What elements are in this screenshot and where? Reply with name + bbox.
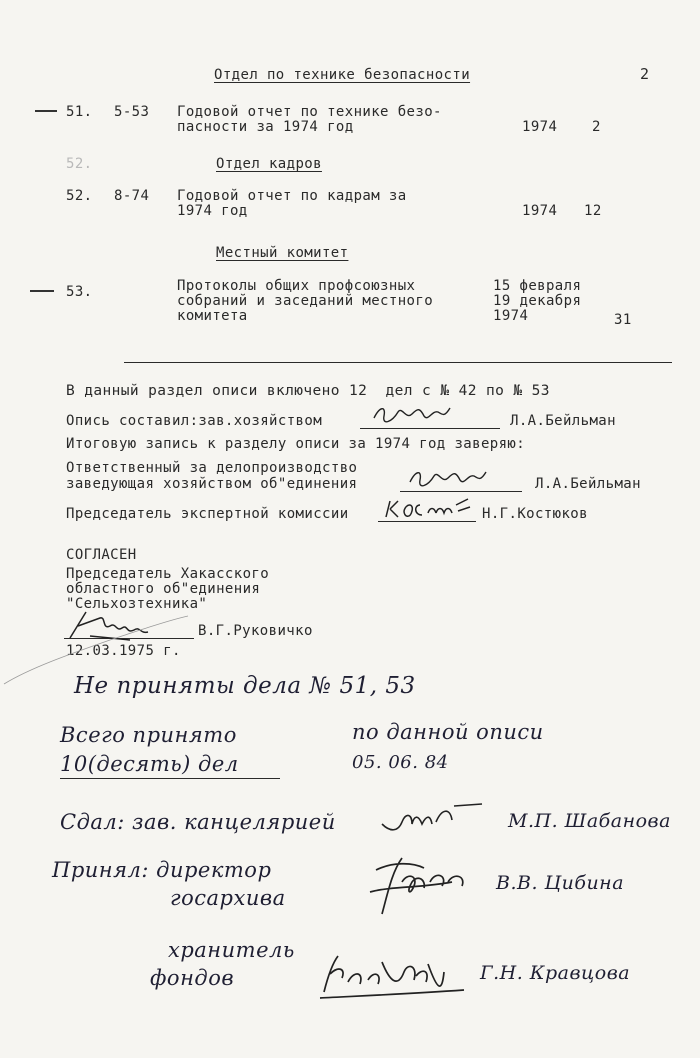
item-number: 52. xyxy=(66,188,93,204)
item-sheets: 31 xyxy=(614,312,632,328)
item-title: пасности за 1974 год xyxy=(177,119,354,135)
handwritten-keeper: хранитель xyxy=(168,938,295,962)
received-signature xyxy=(362,852,482,918)
item-year: 1974 xyxy=(522,119,558,135)
item-code: 5-53 xyxy=(114,104,150,120)
handed-signature xyxy=(378,802,488,838)
faint-number: 52. xyxy=(66,156,93,172)
item-code: 8-74 xyxy=(114,188,150,204)
item-sheets: 2 xyxy=(592,119,601,135)
item-title: 1974 год xyxy=(177,203,248,219)
section-heading-personnel: Отдел кадров xyxy=(216,156,322,172)
compiler-label: Опись составил:зав.хозяйством xyxy=(66,413,323,429)
handwritten-not-accepted: Не приняты дела № 51, 53 xyxy=(74,673,416,699)
approval-line: областного об"единения xyxy=(66,581,261,597)
handwritten-total: Всего принято xyxy=(60,723,237,747)
compiler-signature xyxy=(372,402,452,426)
received-name: В.В. Цибина xyxy=(496,872,625,894)
item-title: Годовой отчет по кадрам за xyxy=(177,188,407,204)
page-number: 2 xyxy=(640,65,650,83)
compiler-name: Л.А.Бейльман xyxy=(510,413,616,429)
handed-name: М.П. Шабанова xyxy=(508,810,671,832)
commission-label: Председатель экспертной комиссии xyxy=(66,506,349,522)
handwritten-underline xyxy=(60,778,280,779)
item-number: 51. xyxy=(66,104,93,120)
section-separator xyxy=(124,362,672,363)
item-title: комитета xyxy=(177,308,248,324)
handwritten-received: госархива xyxy=(170,886,286,910)
responsible-name: Л.А.Бейльман xyxy=(535,476,641,492)
section-heading-safety: Отдел по технике безопасности xyxy=(214,67,471,83)
approval-date: 12.03.1975 г. xyxy=(66,643,181,659)
approval-line: "Сельхозтехника" xyxy=(66,596,208,612)
summary-line: В данный раздел описи включено 12 дел с № 42 по № 53 xyxy=(66,383,550,399)
signature-line xyxy=(360,428,500,429)
handwritten-received: Принял: директор xyxy=(52,858,272,882)
handwritten-handed: Сдал: зав. канцелярией xyxy=(60,810,336,834)
item-date-end: 19 декабря xyxy=(493,293,582,309)
responsible-signature xyxy=(408,466,488,490)
section-heading-committee: Местный комитет xyxy=(216,245,349,261)
item-title: Протоколы общих профсоюзных xyxy=(177,278,416,294)
commission-signature xyxy=(384,497,480,523)
item-date-year: 1974 xyxy=(493,308,529,324)
handwritten-keeper: фондов xyxy=(150,966,235,990)
strike-dash xyxy=(35,110,57,112)
handwritten-date: 05. 06. 84 xyxy=(352,752,449,773)
responsible-line: Ответственный за делопроизводство xyxy=(66,460,358,476)
approval-heading: СОГЛАСЕН xyxy=(66,547,137,563)
approval-name: В.Г.Руковичко xyxy=(198,623,313,639)
keeper-signature xyxy=(318,952,468,1002)
item-date-start: 15 февраля xyxy=(493,278,582,294)
approval-line: Председатель Хакасского xyxy=(66,566,270,582)
certification-text: Итоговую запись к разделу описи за 1974 год заверяю: xyxy=(66,436,526,452)
item-number: 53. xyxy=(66,284,93,300)
handwritten-total: 10(десять) дел xyxy=(60,752,239,776)
commission-name: Н.Г.Костюков xyxy=(482,506,588,522)
signature-line xyxy=(400,491,522,492)
handwritten-total: по данной описи xyxy=(352,720,544,744)
item-year: 1974 xyxy=(522,203,558,219)
responsible-line: заведующая хозяйством об"единения xyxy=(66,476,358,492)
item-sheets: 12 xyxy=(584,203,602,219)
keeper-name: Г.Н. Кравцова xyxy=(480,962,631,984)
strike-dash xyxy=(30,290,54,292)
item-title: собраний и заседаний местного xyxy=(177,293,434,309)
item-title: Годовой отчет по технике безо- xyxy=(177,104,442,120)
